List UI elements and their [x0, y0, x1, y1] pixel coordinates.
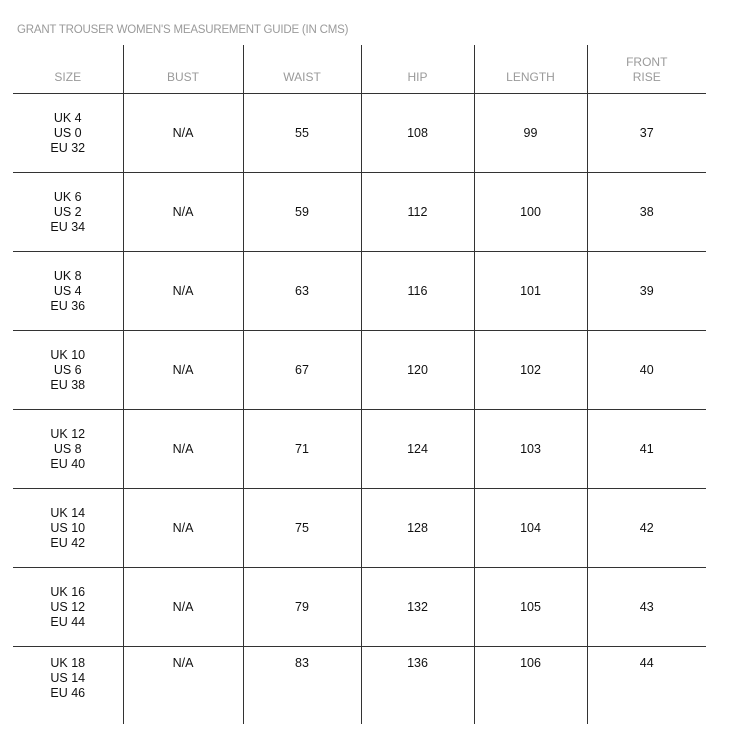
size-cell: [13, 173, 123, 252]
measurement-table: [13, 45, 706, 724]
page-title: GRANT TROUSER WOMEN'S MEASUREMENT GUIDE (IN CMS): [17, 24, 349, 36]
size-eu: EU 32: [50, 140, 86, 155]
length-cell: 100: [474, 173, 587, 252]
hip-cell: 116: [361, 252, 474, 331]
size-eu: EU 36: [50, 298, 86, 313]
hip-cell: 124: [361, 410, 474, 489]
table-row: [13, 568, 706, 647]
size-uk: UK 12: [50, 426, 86, 441]
front-rise-cell: 38: [587, 173, 706, 252]
waist-cell: 63: [243, 252, 361, 331]
hip-cell: 136: [361, 647, 474, 725]
header-length: LENGTH: [474, 45, 587, 94]
size-uk: UK 10: [50, 347, 86, 362]
header-hip: HIP: [361, 45, 474, 94]
hip-cell: 120: [361, 331, 474, 410]
waist-cell: 55: [243, 94, 361, 173]
bust-cell: N/A: [123, 410, 243, 489]
size-eu: EU 44: [50, 614, 86, 629]
size-us: US 0: [53, 125, 82, 140]
size-uk: UK 6: [53, 189, 82, 204]
size-eu: EU 46: [50, 686, 86, 700]
waist-cell: 75: [243, 489, 361, 568]
size-uk: UK 8: [53, 268, 82, 283]
size-uk: UK 16: [50, 584, 86, 599]
table-header: [13, 45, 706, 94]
header-size: SIZE: [13, 45, 123, 94]
length-cell: 101: [474, 252, 587, 331]
table-body: [13, 94, 706, 725]
front-rise-cell: 40: [587, 331, 706, 410]
length-cell: 105: [474, 568, 587, 647]
header-front-rise-line2: RISE: [632, 70, 661, 84]
length-cell: 102: [474, 331, 587, 410]
bust-cell: N/A: [123, 331, 243, 410]
front-rise-cell: 42: [587, 489, 706, 568]
header-front-rise: [587, 45, 706, 94]
hip-cell: 132: [361, 568, 474, 647]
bust-cell: N/A: [123, 252, 243, 331]
header-row: [13, 45, 706, 94]
table-row: [13, 489, 706, 568]
size-uk: UK 14: [50, 505, 86, 520]
bust-cell: N/A: [123, 94, 243, 173]
front-rise-cell: 43: [587, 568, 706, 647]
size-us: US 12: [50, 599, 86, 614]
length-cell: 106: [474, 647, 587, 725]
header-bust: BUST: [123, 45, 243, 94]
waist-cell: 71: [243, 410, 361, 489]
bust-cell: N/A: [123, 647, 243, 725]
size-eu: EU 38: [50, 377, 86, 392]
size-cell: [13, 94, 123, 173]
size-cell: [13, 489, 123, 568]
table-row: [13, 94, 706, 173]
size-cell: [13, 568, 123, 647]
header-waist: WAIST: [243, 45, 361, 94]
table-row: [13, 173, 706, 252]
front-rise-cell: 39: [587, 252, 706, 331]
size-uk: UK 18: [50, 656, 86, 670]
size-eu: EU 40: [50, 456, 86, 471]
size-cell: [13, 647, 123, 725]
table-row: [13, 252, 706, 331]
waist-cell: 83: [243, 647, 361, 725]
front-rise-cell: 37: [587, 94, 706, 173]
waist-cell: 67: [243, 331, 361, 410]
table-row: [13, 410, 706, 489]
length-cell: 99: [474, 94, 587, 173]
size-us: US 2: [53, 204, 82, 219]
hip-cell: 108: [361, 94, 474, 173]
length-cell: 104: [474, 489, 587, 568]
length-cell: 103: [474, 410, 587, 489]
bust-cell: N/A: [123, 568, 243, 647]
size-us: US 8: [53, 441, 82, 456]
table-row: [13, 331, 706, 410]
hip-cell: 128: [361, 489, 474, 568]
size-us: US 10: [50, 520, 86, 535]
front-rise-cell: 41: [587, 410, 706, 489]
size-us: US 14: [50, 671, 86, 685]
hip-cell: 112: [361, 173, 474, 252]
bust-cell: N/A: [123, 489, 243, 568]
size-cell: [13, 252, 123, 331]
header-front-rise-line1: FRONT: [626, 55, 668, 69]
table-row: [13, 647, 706, 725]
size-eu: EU 34: [50, 219, 86, 234]
front-rise-cell: 44: [587, 647, 706, 725]
waist-cell: 59: [243, 173, 361, 252]
size-us: US 4: [53, 283, 82, 298]
bust-cell: N/A: [123, 173, 243, 252]
size-cell: [13, 331, 123, 410]
size-cell: [13, 410, 123, 489]
size-us: US 6: [53, 362, 82, 377]
waist-cell: 79: [243, 568, 361, 647]
size-eu: EU 42: [50, 535, 86, 550]
size-uk: UK 4: [53, 110, 82, 125]
